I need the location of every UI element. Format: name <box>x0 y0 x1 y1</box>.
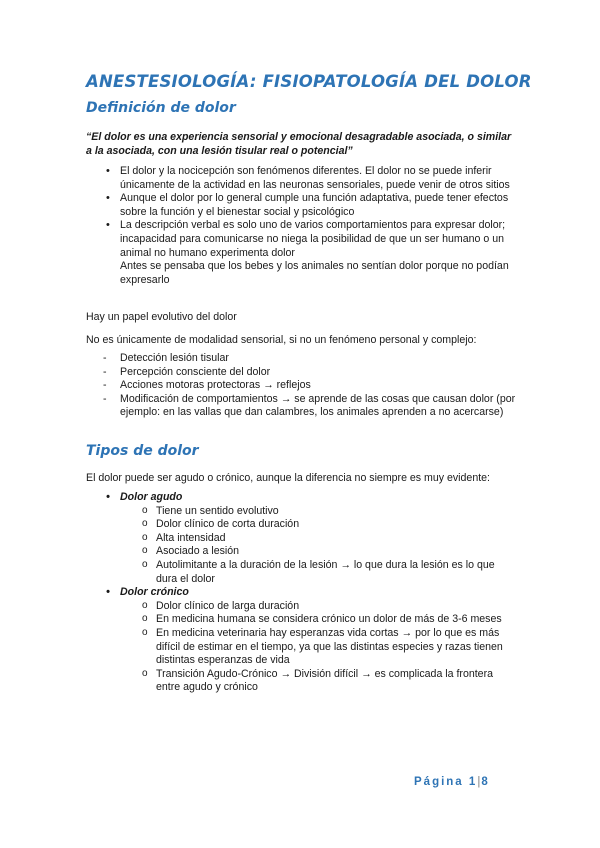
section-heading-tipos: Tipos de dolor <box>86 443 199 459</box>
definition-quote: “El dolor es una experiencia sensorial y emocional desagradable asociada, o similar a la asociada, con una lesión tisular real o potencial” <box>86 131 512 157</box>
list-item: o Autolimitante a la duración de la lesión → lo que dura la lesión es lo que dura el dolor <box>156 559 518 586</box>
list-item: - Detección lesión tisular <box>120 352 520 366</box>
page-total: 8 <box>481 776 490 788</box>
pain-type-label: Dolor agudo <box>120 491 183 503</box>
dash-list <box>120 352 520 420</box>
list-item: o Dolor clínico de corta duración <box>156 518 518 532</box>
page-label: Página <box>414 776 464 788</box>
page-footer <box>414 776 490 788</box>
list-item: - Acciones motoras protectoras → reflejos <box>120 379 520 393</box>
list-item: o En medicina humana se considera crónico un dolor de más de 3-6 meses <box>156 613 518 627</box>
definition-bullet-list <box>120 165 518 287</box>
list-item-note: Antes se pensaba que los bebes y los animales no sentían dolor porque no podían expresarlo <box>120 260 509 286</box>
list-item: o Transición Agudo-Crónico → División difícil → es complicada la frontera entre agudo y crónico <box>156 668 518 695</box>
pain-type-label: Dolor crónico <box>120 586 189 599</box>
paragraph-modalidad: No es únicamente de modalidad sensorial, si no un fenómeno personal y complejo: <box>86 334 477 346</box>
list-item: o Alta intensidad <box>156 532 518 546</box>
list-item: • El dolor y la nocicepción son fenómenos diferentes. El dolor no se puede inferir únicamente de la actividad en las neuronas sensoriales, puede venir de otros sitios <box>120 165 518 192</box>
pain-types-list <box>120 491 520 695</box>
list-item: o En medicina veterinaria hay esperanzas vida cortas → por lo que es más difícil de estimar en el tiempo, ya que las distintas especies y razas tienen distintas esperanzas de vida <box>156 627 518 668</box>
pain-type-agudo <box>120 491 520 586</box>
paragraph-evolutivo: Hay un papel evolutivo del dolor <box>86 311 237 323</box>
list-item: • Aunque el dolor por lo general cumple una función adaptativa, puede tener efectos sobre la función y el bienestar social y psicológico <box>120 192 518 219</box>
paragraph-intro-tipos: El dolor puede ser agudo o crónico, aunque la diferencia no siempre es muy evidente: <box>86 472 490 484</box>
list-item: o Asociado a lesión <box>156 545 518 559</box>
sub-list <box>156 600 518 695</box>
page-number: 1 <box>468 776 478 788</box>
section-heading-definicion: Definición de dolor <box>86 100 236 116</box>
list-item: • La descripción verbal es solo uno de varios comportamientos para expresar dolor; incapacidad para comunicarse no niega la posibilidad de que un ser humano o un animal no humano experimenta dolor Antes se pensaba que los bebes y los animales no sentían dolor porque no podían expresarlo <box>120 219 518 287</box>
page-separator: | <box>477 776 482 788</box>
pain-type-cronico <box>120 586 520 695</box>
list-item: o Dolor clínico de larga duración <box>156 600 518 614</box>
list-item: o Tiene un sentido evolutivo <box>156 505 518 519</box>
document-title: ANESTESIOLOGÍA: FISIOPATOLOGÍA DEL DOLOR <box>86 72 532 91</box>
sub-list <box>156 505 518 587</box>
list-item: - Percepción consciente del dolor <box>120 366 520 380</box>
list-item: - Modificación de comportamientos → se aprende de las cosas que causan dolor (por ejemplo: en las vallas que dan calambres, los animales aprenden a no acercarse) <box>120 393 520 420</box>
